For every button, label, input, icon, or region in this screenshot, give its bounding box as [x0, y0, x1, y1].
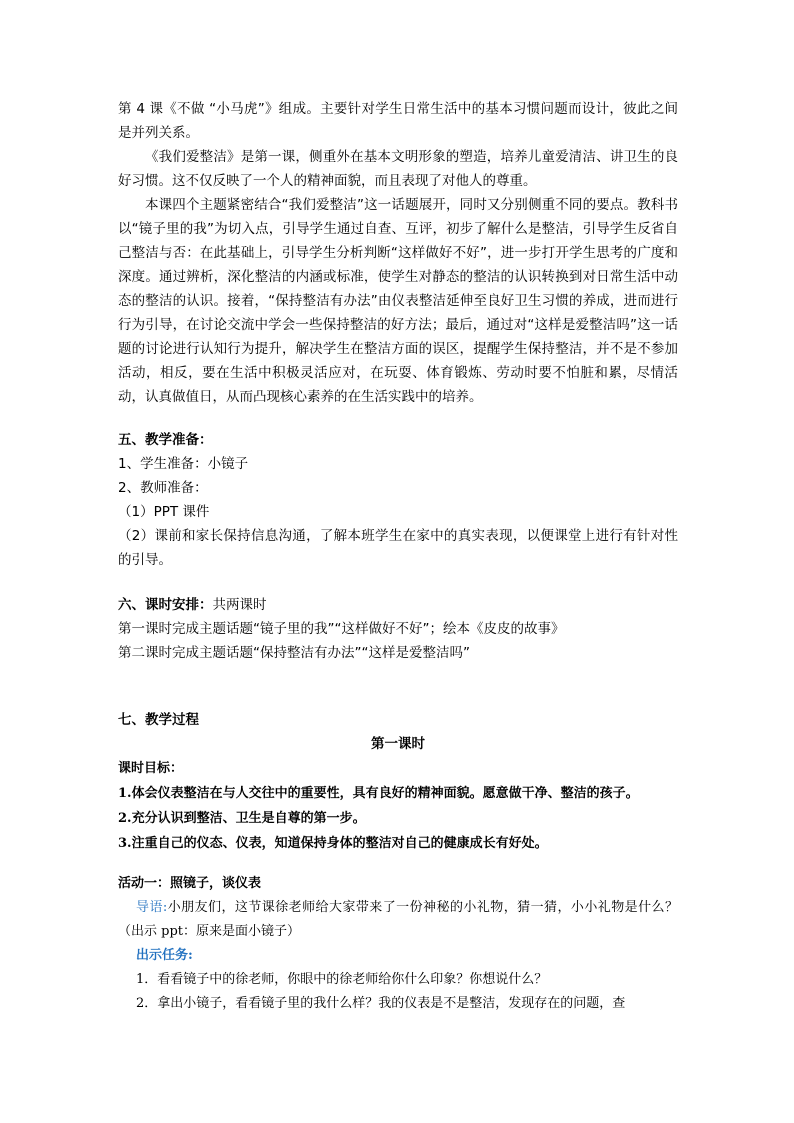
task-item-1: 1．看看镜子中的徐老师，你眼中的徐老师给你什么印象？你想说什么？ — [136, 972, 548, 987]
section-teaching-process — [118, 708, 678, 856]
task-label: 出示任务: — [136, 948, 193, 963]
prep-item-2: 2、教师准备： — [118, 480, 208, 496]
section-7-title: 七、教学过程 — [118, 712, 199, 728]
section-teaching-prep — [118, 428, 678, 572]
goal-item-2: 2.充分认识到整洁、卫生是自尊的第一步。 — [118, 811, 366, 826]
section-6-value: 共两课时 — [212, 597, 267, 613]
activity-title: 活动一：照镜子，谈仪表 — [118, 876, 262, 891]
intro-label: 导语: — [136, 900, 168, 915]
intro-paragraph-1: 第 4 课《不做 “小马虎”》组成。主要针对学生日常生活中的基本习惯问题而设计，彼此之间是并列关系。 — [118, 101, 678, 141]
schedule-line-2: 第二课时完成主题话题“保持整洁有办法”“这样是爱整洁吗” — [118, 645, 470, 661]
section-5-title: 五、教学准备： — [118, 432, 213, 448]
prep-item-4: （2）课前和家长保持信息沟通，了解本班学生在家中的真实表现，以便课堂上进行有针对性的引导。 — [118, 528, 678, 568]
goal-item-1: 1.体会仪表整洁在与人交往中的重要性，具有良好的精神面貌。愿意做干净、整洁的孩子。 — [118, 786, 639, 801]
intro-text: 小朋友们，这节课徐老师给大家带来了一份神秘的小礼物，猜一猜，小小礼物是什么？（出示 ppt：原来是面小镜子） — [118, 900, 678, 939]
intro-paragraph-2: 《我们爱整洁》是第一课，侧重外在基本文明形象的塑造，培养儿童爱清洁、讲卫生的良好习惯。这不仅反映了一个人的精神面貌，而且表现了对他人的尊重。 — [118, 149, 678, 189]
section-6-title-line — [118, 593, 678, 617]
activity-intro — [118, 896, 678, 944]
intro-section — [118, 97, 678, 409]
section-schedule — [118, 593, 678, 665]
prep-item-3: （1）PPT 课件 — [118, 504, 210, 520]
goal-item-3: 3.注重自己的仪态、仪表，知道保持身体的整洁对自己的健康成长有好处。 — [118, 836, 548, 851]
section-6-title: 六、课时安排： — [118, 597, 213, 613]
goals-title: 课时目标： — [118, 761, 184, 776]
task-label-line — [136, 944, 678, 968]
intro-paragraph-3: 本课四个主题紧密结合“我们爱整洁”这一话题展开，同时又分别侧重不同的要点。教科书以“镜子里的我”为切入点，引导学生通过自查、互评，初步了解什么是整洁，引导学生反省自己整洁与否：在此基础上，引导学生分析判断“这样做好不好”，进一步打开学生思考的广度和深度。通过辨析，深化整洁的内涵或标准，使学生对静态的整洁的认识转换到对日常生活中动态的整洁的认识。接着，“保持整洁有办法”由仪表整洁延伸至良好卫生习惯的养成，进而进行行为引导，在讨论交流中学会一些保持整洁的好方法；最后，通过对“这样是爱整洁吗”这一话题的讨论进行认知行为提升，解决学生在整洁方面的误区，提醒学生保持整洁，并不是不参加活动，相反，要在生活中积极灵活应对，在玩耍、体育锻炼、劳动时要不怕脏和累，尽情活动，认真做值日，从而凸现核心素养的在生活实践中的培养。 — [118, 197, 678, 405]
schedule-line-1: 第一课时完成主题话题“镜子里的我”“这样做好不好”；绘本《皮皮的故事》 — [118, 621, 565, 637]
prep-item-1: 1、学生准备：小镜子 — [118, 456, 249, 472]
activity-one — [118, 871, 678, 1016]
task-item-2: 2．拿出小镜子，看看镜子里的我什么样？我的仪表是不是整洁，发现存在的问题，查 — [136, 996, 626, 1011]
lesson-title: 第一课时 — [371, 736, 425, 752]
